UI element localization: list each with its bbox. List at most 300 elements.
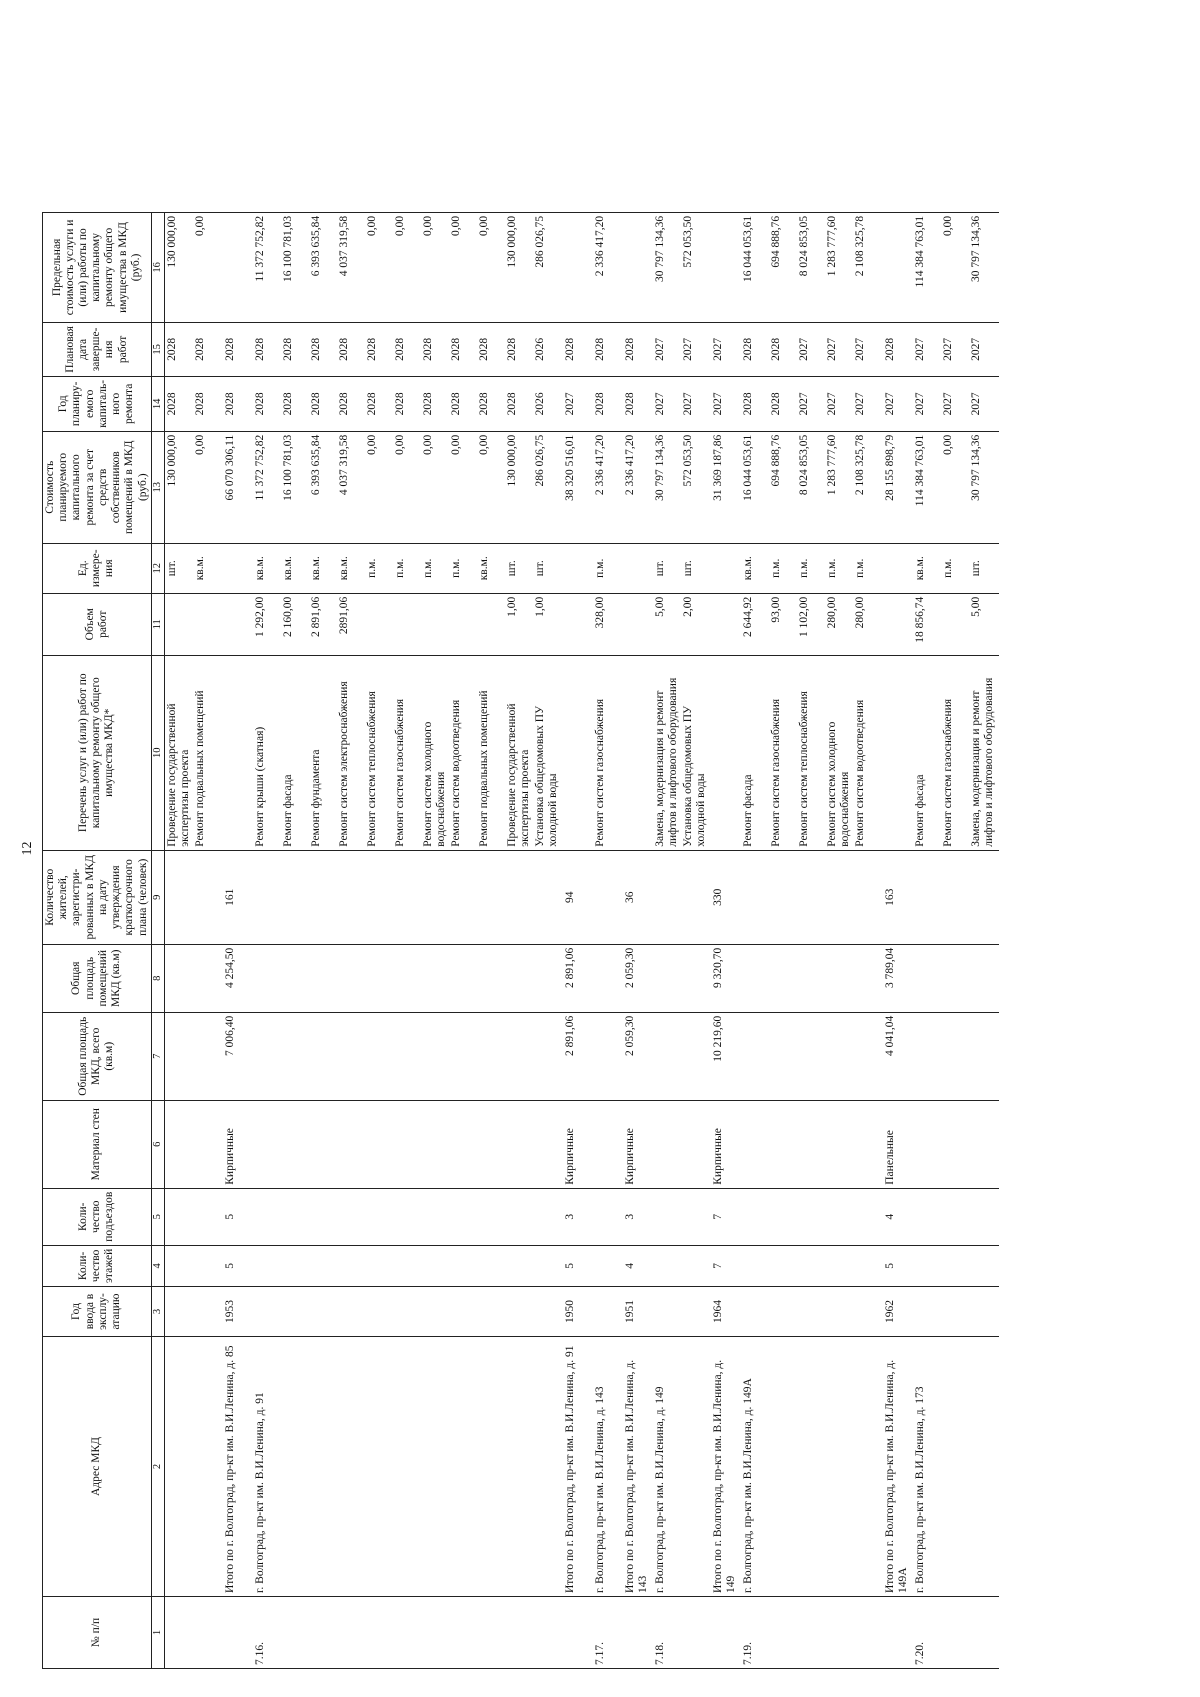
cell-line: 0,00 <box>193 215 206 237</box>
cell-line: 2028 <box>477 337 490 361</box>
cell-ta <box>741 1012 883 1100</box>
cell-vol <box>164 593 223 655</box>
cell-line: 4 037 319,58 <box>337 434 350 496</box>
cell-line: 2028 <box>623 337 636 361</box>
cell-line: 2028 <box>741 392 754 416</box>
cell-ta: 7 006,40 <box>223 1012 253 1100</box>
table-row <box>913 212 999 1668</box>
cell-addr: г. Волгоград, пр-кт им. В.И.Ленина, д. 143 <box>593 1337 623 1597</box>
cell-line: 2027 <box>797 337 810 361</box>
cell-fl: 5 <box>883 1245 913 1286</box>
cell-line: 2028 <box>281 337 294 361</box>
cell-line: 2028 <box>337 337 350 361</box>
cell-line: 28 155 898,79 <box>883 434 896 501</box>
cell-line: 2027 <box>913 337 926 361</box>
cell-yr <box>653 376 711 431</box>
cell-line: 0,00 <box>365 215 378 237</box>
cell-line <box>224 597 252 652</box>
cell-line: Ремонт фасада <box>741 774 754 847</box>
cell-line: 2 108 325,78 <box>853 215 866 277</box>
cell-ent <box>913 1188 999 1245</box>
cell-works <box>711 655 741 850</box>
cell-line: шт. <box>165 560 178 577</box>
cell-works <box>883 655 913 850</box>
cell-line <box>712 216 740 319</box>
cell-end <box>883 322 913 376</box>
cell-line: 2 891,06 <box>309 596 322 637</box>
cell-line: 694 888,76 <box>769 434 782 487</box>
cell-unit <box>883 543 913 593</box>
cell-unit <box>164 543 223 593</box>
cell-line <box>942 597 970 652</box>
cell-line: 572 053,50 <box>681 215 694 268</box>
cell-works <box>563 655 593 850</box>
cell-end <box>563 322 593 376</box>
cell-res: 36 <box>623 850 653 944</box>
cell-lim <box>563 212 593 322</box>
cell-line: 0,00 <box>421 434 434 455</box>
cell-line: Ремонт систем водоотведения <box>853 699 866 847</box>
cell-line: 2 336 417,20 <box>593 434 606 496</box>
cell-line: 2028 <box>449 337 462 361</box>
cell-line: 2027 <box>797 392 810 416</box>
cell-year <box>913 1287 999 1337</box>
cell-line: 2027 <box>711 392 724 416</box>
cell-line: 8 024 853,05 <box>797 434 810 496</box>
cell-line: 1,00 <box>533 596 546 617</box>
cell-line <box>712 547 740 590</box>
cell-vol <box>253 593 563 655</box>
cell-line: кв.м. <box>281 556 294 581</box>
cell-res <box>593 850 623 944</box>
cell-line: 2027 <box>681 337 694 361</box>
cell-line: Ремонт систем холодного водоснабжения <box>825 721 852 847</box>
cell-yr <box>563 376 593 431</box>
cell-lim <box>593 212 623 322</box>
cell-line: 2028 <box>165 337 178 361</box>
column-number: 14 <box>151 376 164 431</box>
cell-ta: 4 041,04 <box>883 1012 913 1100</box>
cell-lim <box>741 212 883 322</box>
cell-mat: Кирпичные <box>223 1100 253 1188</box>
cell-ta: 2 059,30 <box>623 1012 653 1100</box>
cell-fl: 5 <box>563 1245 593 1286</box>
cell-line: п.м. <box>449 558 462 578</box>
cell-line: 16 044 053,61 <box>741 215 754 283</box>
cell-lim <box>711 212 741 322</box>
cell-pa: 2 891,06 <box>563 944 593 1012</box>
cell-cost <box>164 431 223 543</box>
cell-line: 2028 <box>165 392 178 416</box>
cell-n: 7.19. <box>741 1597 883 1669</box>
header-col-7: Общая площадь МКД, всего (кв.м) <box>43 1012 152 1100</box>
cell-lim <box>164 212 223 322</box>
header-col-11: Объем работ <box>43 593 152 655</box>
cell-line <box>224 216 252 319</box>
cell-line: 280,00 <box>853 596 866 629</box>
cell-res: 161 <box>223 850 253 944</box>
cell-lim <box>623 212 653 322</box>
cell-line: кв.м. <box>913 556 926 581</box>
cell-line: 1 283 777,60 <box>825 434 838 496</box>
cell-line: Замена, модернизация и ремонт лифтов и лифтового оборудования <box>653 677 680 847</box>
cell-line: 2027 <box>941 392 954 416</box>
page-number: 12 <box>20 841 35 856</box>
capital-repair-table <box>42 212 999 1669</box>
cell-n <box>223 1597 253 1669</box>
cell-cost <box>741 431 883 543</box>
cell-line <box>394 597 422 652</box>
cell-cost <box>883 431 913 543</box>
cell-line: шт. <box>653 560 666 577</box>
cell-mat: Кирпичные <box>623 1100 653 1188</box>
cell-line: Ремонт систем электроснабжения <box>337 681 350 847</box>
cell-line: 30 797 134,36 <box>969 215 982 283</box>
cell-line: 2027 <box>653 392 666 416</box>
cell-line: Ремонт систем холодного водоснабжения <box>421 721 448 847</box>
cell-line: 16 100 781,03 <box>281 215 294 283</box>
cell-ent <box>741 1188 883 1245</box>
cell-unit <box>563 543 593 593</box>
cell-line: 2027 <box>825 337 838 361</box>
cell-line: 2028 <box>593 337 606 361</box>
cell-line <box>624 216 652 319</box>
table-row <box>593 212 623 1668</box>
cell-line: 0,00 <box>477 215 490 237</box>
cell-line: 2027 <box>883 392 896 416</box>
cell-line: 2026 <box>533 392 546 416</box>
cell-year: 1962 <box>883 1287 913 1337</box>
cell-cost <box>653 431 711 543</box>
cell-mat <box>653 1100 711 1188</box>
cell-line <box>366 597 394 652</box>
column-number: 5 <box>151 1188 164 1245</box>
cell-line: Ремонт систем газоснабжения <box>393 698 406 847</box>
cell-ta: 2 891,06 <box>563 1012 593 1100</box>
cell-line: 572 053,50 <box>681 434 694 487</box>
column-number: 11 <box>151 593 164 655</box>
cell-ent: 3 <box>563 1188 593 1245</box>
cell-line: 2028 <box>883 337 896 361</box>
cell-res <box>253 850 563 944</box>
cell-vol <box>883 593 913 655</box>
cell-line: кв.м. <box>309 556 322 581</box>
cell-line: Ремонт систем газоснабжения <box>769 698 782 847</box>
cell-line: 1 283 777,60 <box>825 215 838 277</box>
table-row <box>653 212 711 1668</box>
cell-vol <box>653 593 711 655</box>
cell-line: шт. <box>969 560 982 577</box>
cell-line: 0,00 <box>941 215 954 237</box>
cell-line: 2028 <box>593 392 606 416</box>
cell-res: 163 <box>883 850 913 944</box>
cell-yr <box>913 376 999 431</box>
cell-line: 2 160,00 <box>281 596 294 637</box>
cell-year <box>164 1287 223 1337</box>
cell-line: 0,00 <box>393 215 406 237</box>
cell-line: Ремонт подвальных помещений <box>477 690 490 847</box>
cell-works <box>741 655 883 850</box>
cell-n <box>563 1597 593 1669</box>
cell-line: п.м. <box>421 558 434 578</box>
cell-line: 2028 <box>223 392 236 416</box>
cell-line: 2,00 <box>681 596 694 617</box>
cell-vol <box>623 593 653 655</box>
cell-year: 1964 <box>711 1287 741 1337</box>
header-col-3: Год ввода в эксплу-атацию <box>43 1287 152 1337</box>
cell-vol <box>563 593 593 655</box>
cell-line: шт. <box>681 560 694 577</box>
column-number: 1 <box>151 1597 164 1669</box>
cell-ent <box>593 1188 623 1245</box>
cell-line: 0,00 <box>477 434 490 455</box>
cell-line: 2028 <box>193 392 206 416</box>
cell-n: 7.16. <box>253 1597 563 1669</box>
cell-year <box>741 1287 883 1337</box>
cell-line: п.м. <box>825 558 838 578</box>
cell-line: Проведение государственной экспертизы проекта <box>165 703 192 847</box>
cell-addr: г. Волгоград, пр-кт им. В.И.Ленина, д. 173 <box>913 1337 999 1597</box>
cell-unit <box>623 543 653 593</box>
cell-ta <box>253 1012 563 1100</box>
cell-line: 2028 <box>223 337 236 361</box>
cell-line: 2 336 417,20 <box>593 215 606 277</box>
cell-line: Ремонт систем газоснабжения <box>941 698 954 847</box>
cell-line: Ремонт систем теплоснабжения <box>797 691 810 847</box>
cell-line: кв.м. <box>477 556 490 581</box>
cell-line: 2026 <box>533 337 546 361</box>
column-number: 8 <box>151 944 164 1012</box>
cell-fl <box>913 1245 999 1286</box>
cell-cost <box>223 431 253 543</box>
header-col-2: Адрес МКД <box>43 1337 152 1597</box>
cell-yr <box>253 376 563 431</box>
cell-cost <box>253 431 563 543</box>
header-col-13: Стоимость планируемого капитального ремонта за счет средств собственников помещений в МКД (руб.) <box>43 431 152 543</box>
cell-ent <box>653 1188 711 1245</box>
cell-line: п.м. <box>365 558 378 578</box>
cell-line <box>478 597 506 652</box>
cell-line: 2027 <box>941 337 954 361</box>
cell-mat: Кирпичные <box>711 1100 741 1188</box>
header-col-10: Перечень услуг и (или) работ по капитальному ремонту общего имущества МКД* <box>43 655 152 850</box>
cell-line: п.м. <box>853 558 866 578</box>
cell-line <box>884 597 912 652</box>
cell-line: Ремонт крыши (скатная) <box>253 726 266 847</box>
cell-unit <box>711 543 741 593</box>
header-col-5: Коли-чество подъездов <box>43 1188 152 1245</box>
cell-fl <box>741 1245 883 1286</box>
cell-line: 2028 <box>769 337 782 361</box>
cell-fl <box>164 1245 223 1286</box>
cell-pa <box>653 944 711 1012</box>
cell-end <box>253 322 563 376</box>
cell-line <box>564 547 592 590</box>
cell-works <box>913 655 999 850</box>
cell-line: 11 372 752,82 <box>253 434 266 501</box>
cell-line: 2028 <box>193 337 206 361</box>
cell-pa: 2 059,30 <box>623 944 653 1012</box>
cell-line: 2027 <box>681 392 694 416</box>
header-col-16: Предельная стоимость услуги и (или) работы по капитальному ремонту общего имущества в МКД (руб.) <box>43 212 152 322</box>
cell-end <box>741 322 883 376</box>
cell-year: 1950 <box>563 1287 593 1337</box>
cell-pa: 9 320,70 <box>711 944 741 1012</box>
column-number: 9 <box>151 850 164 944</box>
cell-yr <box>593 376 623 431</box>
cell-n: 7.18. <box>653 1597 711 1669</box>
cell-pa <box>164 944 223 1012</box>
cell-line: 30 797 134,36 <box>653 434 666 501</box>
cell-line: 2 108 325,78 <box>853 434 866 496</box>
column-number: 4 <box>151 1245 164 1286</box>
cell-unit <box>593 543 623 593</box>
cell-lim <box>253 212 563 322</box>
cell-addr: Итого по г. Волгоград, пр-кт им. В.И.Ленина, д. 91 <box>563 1337 593 1597</box>
cell-line <box>712 659 740 847</box>
cell-pa <box>741 944 883 1012</box>
cell-line: 114 384 763,01 <box>913 215 926 288</box>
cell-line: 0,00 <box>393 434 406 455</box>
cell-line <box>884 216 912 319</box>
cell-line: шт. <box>533 560 546 577</box>
header-col-15: Плановая дата заверше-ния работ <box>43 322 152 376</box>
header-col-6: Материал стен <box>43 1100 152 1188</box>
cell-line <box>564 659 592 847</box>
cell-year: 1951 <box>623 1287 653 1337</box>
cell-mat: Кирпичные <box>563 1100 593 1188</box>
cell-line: 130 000,00 <box>505 215 518 268</box>
table-row <box>563 212 593 1668</box>
cell-line: 38 320 516,01 <box>563 434 576 501</box>
cell-cost <box>563 431 593 543</box>
cell-res: 330 <box>711 850 741 944</box>
cell-line: 2028 <box>449 392 462 416</box>
cell-year: 1953 <box>223 1287 253 1337</box>
cell-line: 2028 <box>505 392 518 416</box>
cell-lim <box>223 212 253 322</box>
cell-line <box>884 659 912 847</box>
cell-fl: 5 <box>223 1245 253 1286</box>
cell-line <box>564 597 592 652</box>
cell-yr <box>223 376 253 431</box>
cell-line: 31 369 187,86 <box>711 434 724 501</box>
cell-end <box>593 322 623 376</box>
cell-pa: 4 254,50 <box>223 944 253 1012</box>
cell-line: 0,00 <box>421 215 434 237</box>
header-col-9: Количество жителей, зарегистри-рованных в МКД на дату утверждения краткосрочного плана (человек) <box>43 850 152 944</box>
cell-lim <box>653 212 711 322</box>
cell-line: Установка общедомовых ПУ холодной воды <box>533 705 560 847</box>
cell-n <box>164 1597 223 1669</box>
cell-vol <box>711 593 741 655</box>
cell-line <box>564 216 592 319</box>
cell-line: 2028 <box>281 392 294 416</box>
cell-lim <box>883 212 913 322</box>
cell-line: 694 888,76 <box>769 215 782 268</box>
cell-line: Ремонт систем водоотведения <box>449 699 462 847</box>
cell-line: 2028 <box>393 337 406 361</box>
cell-line: Ремонт систем газоснабжения <box>593 698 606 847</box>
cell-line: 8 024 853,05 <box>797 215 810 277</box>
cell-mat <box>741 1100 883 1188</box>
cell-yr <box>623 376 653 431</box>
cell-pa <box>253 944 563 1012</box>
cell-end <box>623 322 653 376</box>
cell-line <box>166 597 194 652</box>
cell-n <box>883 1597 913 1669</box>
cell-cost <box>913 431 999 543</box>
cell-ent: 4 <box>883 1188 913 1245</box>
cell-works <box>623 655 653 850</box>
cell-line: 2028 <box>505 337 518 361</box>
column-number: 16 <box>151 212 164 322</box>
cell-line: 16 100 781,03 <box>281 434 294 501</box>
cell-end <box>653 322 711 376</box>
cell-mat <box>253 1100 563 1188</box>
cell-n: 7.20. <box>913 1597 999 1669</box>
cell-line: 2027 <box>563 392 576 416</box>
cell-fl <box>593 1245 623 1286</box>
cell-res: 94 <box>563 850 593 944</box>
cell-line: 130 000,00 <box>165 434 178 487</box>
cell-line <box>624 597 652 652</box>
table-row <box>164 212 223 1668</box>
header-row <box>43 212 152 1668</box>
cell-addr: Итого по г. Волгоград, пр-кт им. В.И.Ленина, д. 149 <box>711 1337 741 1597</box>
cell-addr: Итого по г. Волгоград, пр-кт им. В.И.Ленина, д. 149А <box>883 1337 913 1597</box>
cell-line: 2028 <box>309 337 322 361</box>
cell-addr: Итого по г. Волгоград, пр-кт им. В.И.Ленина, д. 143 <box>623 1337 653 1597</box>
cell-n <box>623 1597 653 1669</box>
cell-line: 2028 <box>477 392 490 416</box>
cell-works <box>253 655 563 850</box>
cell-addr: г. Волгоград, пр-кт им. В.И.Ленина, д. 149А <box>741 1337 883 1597</box>
cell-line: 2027 <box>653 337 666 361</box>
cell-yr <box>711 376 741 431</box>
table-row <box>253 212 563 1668</box>
cell-line: кв.м. <box>741 556 754 581</box>
cell-line: 2028 <box>365 392 378 416</box>
cell-ta <box>653 1012 711 1100</box>
column-number: 6 <box>151 1100 164 1188</box>
cell-line: 2027 <box>969 392 982 416</box>
cell-fl <box>253 1245 563 1286</box>
cell-vol <box>223 593 253 655</box>
cell-vol <box>913 593 999 655</box>
cell-year <box>653 1287 711 1337</box>
cell-n <box>711 1597 741 1669</box>
cell-cost <box>711 431 741 543</box>
cell-line: Ремонт систем теплоснабжения <box>365 691 378 847</box>
cell-line <box>194 597 222 652</box>
cell-line: 0,00 <box>365 434 378 455</box>
cell-line: 4 037 319,58 <box>337 215 350 277</box>
cell-line: 2028 <box>769 392 782 416</box>
table-row <box>623 212 653 1668</box>
cell-works <box>593 655 623 850</box>
cell-line: 130 000,00 <box>165 215 178 268</box>
cell-line: 286 026,75 <box>533 434 546 487</box>
cell-ent <box>253 1188 563 1245</box>
cell-works <box>223 655 253 850</box>
cell-line <box>224 547 252 590</box>
cell-line: 30 797 134,36 <box>969 434 982 501</box>
cell-line: 2891,06 <box>337 596 350 635</box>
column-number: 12 <box>151 543 164 593</box>
cell-ta <box>164 1012 223 1100</box>
cell-fl: 7 <box>711 1245 741 1286</box>
